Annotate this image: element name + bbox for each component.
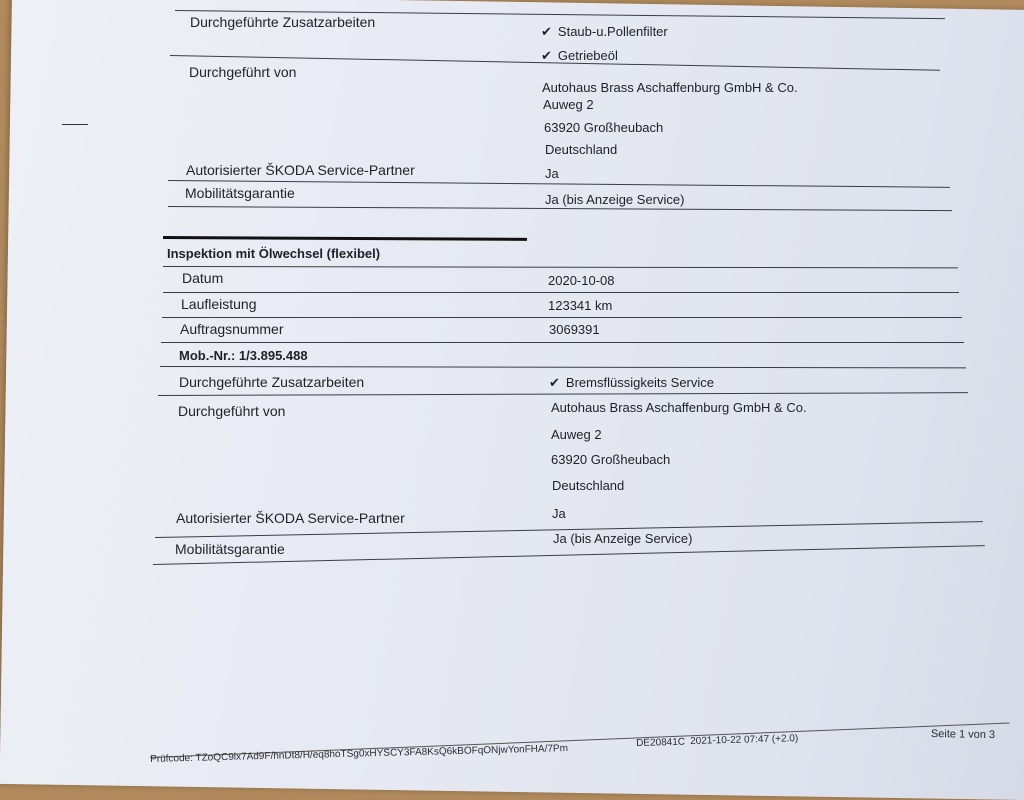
divider-line <box>162 317 962 318</box>
top-performed-by-line: Deutschland <box>545 142 618 157</box>
divider-line <box>160 366 966 368</box>
divider-line <box>163 292 959 293</box>
divider-line <box>163 266 958 268</box>
performed-by-label: Durchgeführt von <box>178 403 286 419</box>
date-value: 2020-10-08 <box>548 273 615 288</box>
section-title: Inspektion mit Ölwechsel (flexibel) <box>167 246 381 261</box>
order-number-label: Auftragsnummer <box>180 321 284 337</box>
top-partner-label: Autorisierter ŠKODA Service-Partner <box>186 162 415 178</box>
top-partner-value: Ja <box>545 166 559 181</box>
performed-by-line: Autohaus Brass Aschaffenburg GmbH & Co. <box>551 400 807 415</box>
mileage-label: Laufleistung <box>181 296 257 312</box>
partner-value: Ja <box>552 506 566 521</box>
top-performed-by-line: Autohaus Brass Aschaffenburg GmbH & Co. <box>542 80 798 95</box>
top-additional-work-item: ✔ Staub-u.Pollenfilter <box>541 24 668 40</box>
partner-label: Autorisierter ŠKODA Service-Partner <box>176 510 405 526</box>
divider-line <box>158 392 968 396</box>
footer-code: Prüfcode: TZoQC9lx7Ad9F/hnDt8/H/eq8hoTSg0xHYSCY3FA8KsQ6kBOFqONjwYonFHA/7Pm <box>150 743 569 765</box>
footer-timestamp: 2021-10-22 07:47 (+2.0) <box>690 733 799 747</box>
additional-work-item: ✔ Bremsflüssigkeits Service <box>549 375 714 391</box>
order-number-value: 3069391 <box>549 322 600 337</box>
section-heading-bar <box>163 236 527 241</box>
top-additional-work-item: ✔ Getriebeöl <box>541 48 618 64</box>
mobility-value: Ja (bis Anzeige Service) <box>553 531 693 546</box>
date-label: Datum <box>182 270 224 286</box>
margin-mark <box>62 124 88 125</box>
top-additional-work-label: Durchgeführte Zusatzarbeiten <box>190 14 376 30</box>
footer-doc-id: DE20841C <box>636 736 686 749</box>
top-performed-by-line: Auweg 2 <box>543 97 594 112</box>
mileage-value: 123341 km <box>548 298 613 313</box>
top-mobility-value: Ja (bis Anzeige Service) <box>545 192 685 207</box>
top-performed-by-line: 63920 Großheubach <box>544 120 664 135</box>
performed-by-line: Auweg 2 <box>551 427 602 442</box>
performed-by-line: 63920 Großheubach <box>551 452 671 467</box>
top-performed-by-label: Durchgeführt von <box>189 64 297 80</box>
top-mobility-label: Mobilitätsgarantie <box>185 185 295 201</box>
divider-line <box>161 342 964 343</box>
performed-by-line: Deutschland <box>552 478 625 493</box>
additional-work-label: Durchgeführte Zusatzarbeiten <box>179 374 365 390</box>
mobility-label: Mobilitätsgarantie <box>175 541 285 557</box>
mob-nr: Mob.-Nr.: 1/3.895.488 <box>179 348 308 363</box>
page-number: Seite 1 von 3 <box>930 728 996 742</box>
